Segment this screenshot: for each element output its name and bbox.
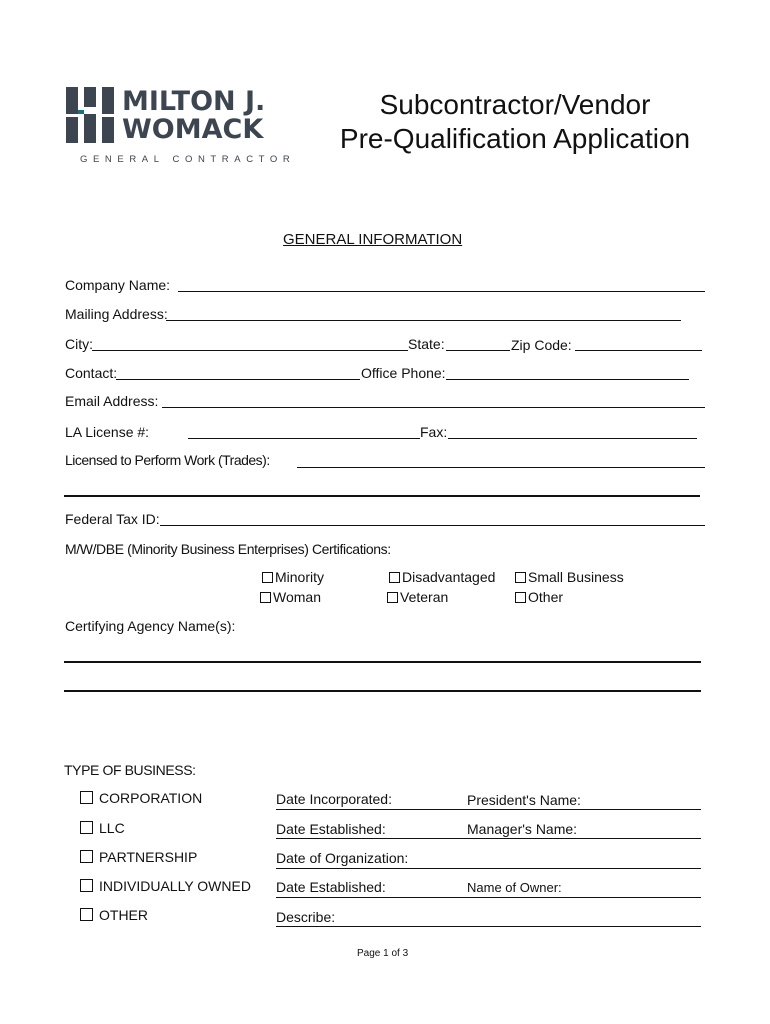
checkbox-square-icon xyxy=(515,592,526,603)
checkbox-other-business[interactable] xyxy=(80,907,148,923)
office-phone-field[interactable] xyxy=(446,379,689,380)
licensed-trades-label: Licensed to Perform Work (Trades): xyxy=(65,452,270,468)
describe-field[interactable] xyxy=(276,926,701,927)
managers-name-label: Manager's Name: xyxy=(467,821,578,837)
state-label: State: xyxy=(408,336,445,352)
checkbox-woman[interactable] xyxy=(260,589,321,605)
checkbox-partnership-label: PARTNERSHIP xyxy=(99,849,198,865)
checkbox-corporation-label: CORPORATION xyxy=(99,790,203,806)
checkbox-llc[interactable] xyxy=(80,820,125,836)
office-phone-label: Office Phone: xyxy=(361,365,446,381)
checkbox-square-icon xyxy=(262,572,273,583)
form-title-line1: Subcontractor/Vendor xyxy=(379,89,651,120)
company-name-label: Company Name: xyxy=(65,277,171,293)
date-established-llc-label: Date Established: xyxy=(276,821,386,837)
certifying-agency-field-2[interactable] xyxy=(64,690,701,692)
page-number: Page 1 of 3 xyxy=(357,948,409,959)
federal-tax-id-label: Federal Tax ID: xyxy=(65,511,160,527)
company-logo xyxy=(66,86,296,166)
state-field[interactable] xyxy=(446,350,510,351)
la-license-label: LA License #: xyxy=(65,424,150,440)
checkbox-square-icon xyxy=(515,572,526,583)
checkbox-veteran-label: Veteran xyxy=(400,589,449,605)
city-label: City: xyxy=(65,336,93,352)
la-license-field[interactable] xyxy=(188,438,420,439)
checkbox-other-cert[interactable] xyxy=(515,589,563,605)
fax-field[interactable] xyxy=(448,438,697,439)
checkbox-individually-owned-label: INDIVIDUALLY OWNED xyxy=(99,878,251,894)
date-incorporated-label: Date Incorporated: xyxy=(276,791,392,807)
type-of-business-heading: TYPE OF BUSINESS: xyxy=(64,762,196,778)
checkbox-other-business-label: OTHER xyxy=(99,907,148,923)
date-established-individual-label: Date Established: xyxy=(276,879,386,895)
certifying-agency-label: Certifying Agency Name(s): xyxy=(65,618,236,634)
logo-name-line2: WOMACK xyxy=(122,114,264,145)
certifying-agency-field-1[interactable] xyxy=(64,661,701,663)
zip-code-label: Zip Code: xyxy=(511,337,572,353)
checkbox-woman-label: Woman xyxy=(273,589,321,605)
checkbox-square-icon xyxy=(80,821,93,834)
contact-label: Contact: xyxy=(65,365,118,381)
mailing-address-label: Mailing Address: xyxy=(65,306,168,322)
logo-mark-icon xyxy=(66,86,114,144)
mailing-address-field[interactable] xyxy=(166,320,681,321)
checkbox-square-icon xyxy=(260,592,271,603)
checkbox-square-icon xyxy=(389,572,400,583)
checkbox-llc-label: LLC xyxy=(99,820,125,836)
checkbox-veteran[interactable] xyxy=(387,589,448,605)
licensed-trades-field-continued[interactable] xyxy=(64,495,700,497)
date-of-organization-label: Date of Organization: xyxy=(276,850,409,866)
email-address-label: Email Address: xyxy=(65,393,159,409)
date-incorporated-field[interactable] xyxy=(276,809,701,810)
fax-label: Fax: xyxy=(420,424,448,440)
checkbox-corporation[interactable] xyxy=(80,790,202,806)
form-title-line2: Pre-Qualification Application xyxy=(339,123,691,154)
checkbox-small-business-label: Small Business xyxy=(528,569,624,585)
name-of-owner-label: Name of Owner: xyxy=(467,880,562,895)
email-address-field[interactable] xyxy=(162,407,705,408)
checkbox-square-icon xyxy=(80,879,93,892)
checkbox-square-icon xyxy=(80,908,93,921)
describe-label: Describe: xyxy=(276,909,336,925)
checkbox-other-cert-label: Other xyxy=(528,589,564,605)
mwdbe-certifications-label: M/W/DBE (Minority Business Enterprises) Certifications: xyxy=(65,541,391,557)
checkbox-small-business[interactable] xyxy=(515,569,624,585)
federal-tax-id-field[interactable] xyxy=(160,525,705,526)
checkbox-minority[interactable] xyxy=(262,569,324,585)
logo-tagline: GENERAL CONTRACTOR xyxy=(80,154,296,165)
date-established-individual-field[interactable] xyxy=(276,897,701,898)
checkbox-disadvantaged-label: Disadvantaged xyxy=(402,569,496,585)
logo-name-line1: MILTON J. xyxy=(122,86,266,117)
contact-field[interactable] xyxy=(116,379,360,380)
checkbox-square-icon xyxy=(387,592,398,603)
checkbox-minority-label: Minority xyxy=(275,569,325,585)
zip-code-field[interactable] xyxy=(575,350,702,351)
date-of-organization-field[interactable] xyxy=(276,868,701,869)
checkbox-partnership[interactable] xyxy=(80,849,197,865)
checkbox-disadvantaged[interactable] xyxy=(389,569,495,585)
licensed-trades-field[interactable] xyxy=(297,467,705,468)
date-established-llc-field[interactable] xyxy=(276,838,701,839)
checkbox-square-icon xyxy=(80,850,93,863)
section-heading: GENERAL INFORMATION xyxy=(283,231,463,248)
city-field[interactable] xyxy=(92,350,408,351)
presidents-name-label: President's Name: xyxy=(467,792,581,808)
checkbox-individually-owned[interactable] xyxy=(80,878,251,894)
company-name-field[interactable] xyxy=(178,291,705,292)
checkbox-square-icon xyxy=(80,791,93,804)
